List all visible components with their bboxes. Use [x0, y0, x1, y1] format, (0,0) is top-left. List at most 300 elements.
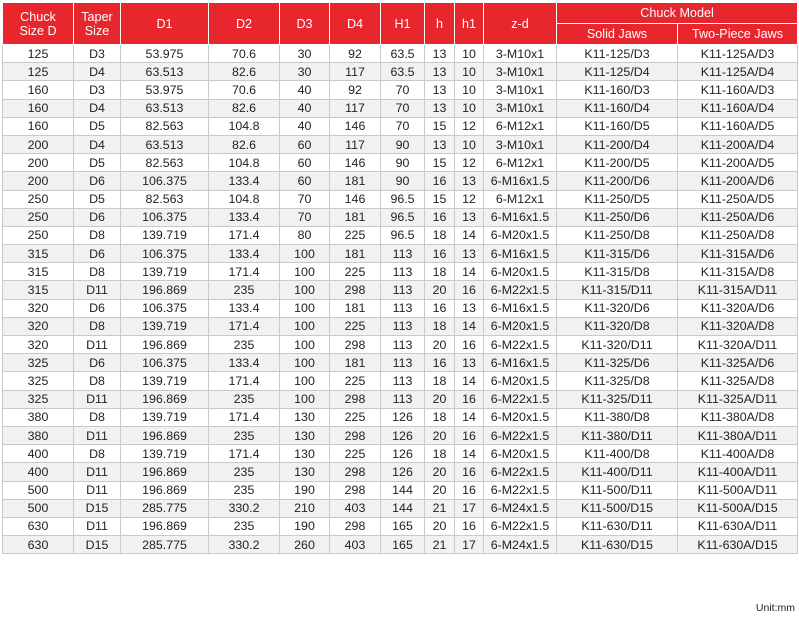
col-solid-jaws: Solid Jaws — [557, 24, 678, 45]
cell-h1-upper: 113 — [381, 299, 425, 317]
unit-note: Unit:mm — [755, 602, 795, 614]
cell-d3: 40 — [280, 117, 330, 135]
cell-d3: 70 — [280, 190, 330, 208]
cell-h: 20 — [425, 463, 455, 481]
cell-d1: 139.719 — [121, 372, 209, 390]
table-row — [3, 154, 798, 172]
cell-h1: 13 — [455, 172, 484, 190]
cell-two-piece-jaws-model: K11-315A/D11 — [678, 281, 798, 299]
cell-h: 15 — [425, 117, 455, 135]
cell-z-d: 6-M16x1.5 — [484, 208, 557, 226]
cell-z-d: 6-M16x1.5 — [484, 354, 557, 372]
cell-d3: 260 — [280, 536, 330, 554]
cell-two-piece-jaws-model: K11-325A/D8 — [678, 372, 798, 390]
table-row — [3, 336, 798, 354]
cell-d2: 171.4 — [209, 317, 280, 335]
cell-d4: 92 — [330, 45, 381, 63]
cell-chuck-size: 500 — [3, 499, 74, 517]
cell-d1: 196.869 — [121, 426, 209, 444]
cell-d1: 63.513 — [121, 135, 209, 153]
cell-chuck-size: 325 — [3, 354, 74, 372]
cell-d4: 146 — [330, 154, 381, 172]
cell-solid-jaws-model: K11-320/D8 — [557, 317, 678, 335]
cell-h1-upper: 126 — [381, 463, 425, 481]
table-row — [3, 281, 798, 299]
cell-taper-size: D15 — [74, 499, 121, 517]
cell-d2: 133.4 — [209, 299, 280, 317]
cell-h1: 14 — [455, 445, 484, 463]
cell-d4: 92 — [330, 81, 381, 99]
cell-d2: 133.4 — [209, 245, 280, 263]
cell-taper-size: D11 — [74, 390, 121, 408]
cell-h1-upper: 90 — [381, 154, 425, 172]
cell-d2: 235 — [209, 481, 280, 499]
cell-d2: 82.6 — [209, 99, 280, 117]
col-h: h — [425, 3, 455, 45]
cell-h1: 16 — [455, 517, 484, 535]
cell-taper-size: D8 — [74, 263, 121, 281]
cell-taper-size: D6 — [74, 208, 121, 226]
cell-chuck-size: 315 — [3, 245, 74, 263]
cell-h: 16 — [425, 299, 455, 317]
cell-solid-jaws-model: K11-125/D4 — [557, 63, 678, 81]
cell-d2: 235 — [209, 426, 280, 444]
cell-d1: 139.719 — [121, 226, 209, 244]
cell-taper-size: D8 — [74, 408, 121, 426]
cell-chuck-size: 320 — [3, 317, 74, 335]
cell-d1: 139.719 — [121, 263, 209, 281]
cell-chuck-size: 320 — [3, 336, 74, 354]
cell-h: 18 — [425, 408, 455, 426]
cell-d2: 330.2 — [209, 536, 280, 554]
cell-d2: 104.8 — [209, 154, 280, 172]
cell-h1-upper: 113 — [381, 336, 425, 354]
cell-h: 16 — [425, 208, 455, 226]
col-h1-upper: H1 — [381, 3, 425, 45]
cell-h: 18 — [425, 445, 455, 463]
cell-two-piece-jaws-model: K11-250A/D8 — [678, 226, 798, 244]
cell-d3: 40 — [280, 81, 330, 99]
cell-d4: 181 — [330, 172, 381, 190]
cell-z-d: 6-M22x1.5 — [484, 463, 557, 481]
cell-taper-size: D11 — [74, 281, 121, 299]
cell-h1: 14 — [455, 372, 484, 390]
cell-two-piece-jaws-model: K11-500A/D11 — [678, 481, 798, 499]
cell-d2: 235 — [209, 517, 280, 535]
table-row — [3, 190, 798, 208]
cell-d1: 196.869 — [121, 481, 209, 499]
cell-h1-upper: 144 — [381, 499, 425, 517]
cell-d2: 104.8 — [209, 117, 280, 135]
cell-h1-upper: 63.5 — [381, 63, 425, 81]
cell-chuck-size: 250 — [3, 208, 74, 226]
cell-taper-size: D5 — [74, 154, 121, 172]
cell-taper-size: D6 — [74, 245, 121, 263]
cell-two-piece-jaws-model: K11-380A/D11 — [678, 426, 798, 444]
cell-taper-size: D15 — [74, 536, 121, 554]
table-row — [3, 499, 798, 517]
cell-two-piece-jaws-model: K11-320A/D6 — [678, 299, 798, 317]
table-row — [3, 354, 798, 372]
cell-h: 21 — [425, 499, 455, 517]
table-row — [3, 536, 798, 554]
cell-h1: 14 — [455, 408, 484, 426]
cell-d4: 225 — [330, 408, 381, 426]
cell-d3: 130 — [280, 408, 330, 426]
cell-h: 20 — [425, 517, 455, 535]
cell-h: 18 — [425, 317, 455, 335]
cell-z-d: 6-M20x1.5 — [484, 408, 557, 426]
cell-d3: 130 — [280, 463, 330, 481]
cell-z-d: 6-M22x1.5 — [484, 426, 557, 444]
cell-d3: 190 — [280, 517, 330, 535]
cell-d1: 106.375 — [121, 354, 209, 372]
cell-z-d: 6-M16x1.5 — [484, 245, 557, 263]
cell-two-piece-jaws-model: K11-315A/D6 — [678, 245, 798, 263]
cell-chuck-size: 125 — [3, 63, 74, 81]
chuck-spec-table — [2, 2, 798, 554]
cell-h: 20 — [425, 481, 455, 499]
cell-h1: 16 — [455, 426, 484, 444]
cell-two-piece-jaws-model: K11-250A/D6 — [678, 208, 798, 226]
cell-solid-jaws-model: K11-315/D6 — [557, 245, 678, 263]
cell-d3: 100 — [280, 281, 330, 299]
cell-chuck-size: 160 — [3, 81, 74, 99]
cell-d1: 139.719 — [121, 445, 209, 463]
cell-h1: 12 — [455, 154, 484, 172]
cell-solid-jaws-model: K11-320/D6 — [557, 299, 678, 317]
cell-taper-size: D5 — [74, 117, 121, 135]
cell-h: 15 — [425, 190, 455, 208]
cell-solid-jaws-model: K11-500/D15 — [557, 499, 678, 517]
cell-d4: 225 — [330, 226, 381, 244]
cell-d1: 106.375 — [121, 172, 209, 190]
cell-two-piece-jaws-model: K11-320A/D11 — [678, 336, 798, 354]
cell-h: 16 — [425, 245, 455, 263]
cell-taper-size: D11 — [74, 517, 121, 535]
table-row — [3, 81, 798, 99]
cell-d3: 60 — [280, 154, 330, 172]
cell-z-d: 6-M12x1 — [484, 117, 557, 135]
cell-solid-jaws-model: K11-380/D11 — [557, 426, 678, 444]
cell-h1-upper: 165 — [381, 536, 425, 554]
cell-h: 20 — [425, 390, 455, 408]
cell-two-piece-jaws-model: K11-125A/D4 — [678, 63, 798, 81]
cell-taper-size: D4 — [74, 99, 121, 117]
cell-d3: 100 — [280, 336, 330, 354]
cell-h1-upper: 90 — [381, 172, 425, 190]
cell-taper-size: D4 — [74, 135, 121, 153]
cell-d3: 60 — [280, 172, 330, 190]
cell-two-piece-jaws-model: K11-320A/D8 — [678, 317, 798, 335]
cell-z-d: 6-M24x1.5 — [484, 499, 557, 517]
cell-solid-jaws-model: K11-320/D11 — [557, 336, 678, 354]
cell-h1: 16 — [455, 390, 484, 408]
cell-h1: 10 — [455, 135, 484, 153]
cell-d3: 70 — [280, 208, 330, 226]
cell-d1: 63.513 — [121, 63, 209, 81]
col-zd: z-d — [484, 3, 557, 45]
cell-two-piece-jaws-model: K11-325A/D6 — [678, 354, 798, 372]
cell-d2: 171.4 — [209, 226, 280, 244]
cell-h1: 12 — [455, 190, 484, 208]
cell-d1: 106.375 — [121, 245, 209, 263]
cell-h1: 13 — [455, 245, 484, 263]
cell-d2: 133.4 — [209, 172, 280, 190]
cell-taper-size: D4 — [74, 63, 121, 81]
cell-taper-size: D8 — [74, 372, 121, 390]
cell-taper-size: D6 — [74, 354, 121, 372]
cell-d3: 100 — [280, 372, 330, 390]
table-row — [3, 445, 798, 463]
cell-taper-size: D5 — [74, 190, 121, 208]
cell-d1: 82.563 — [121, 154, 209, 172]
cell-z-d: 6-M12x1 — [484, 190, 557, 208]
cell-h1-upper: 70 — [381, 99, 425, 117]
col-taper-size-label: Taper Size — [81, 9, 113, 38]
cell-taper-size: D3 — [74, 45, 121, 63]
table-row — [3, 426, 798, 444]
cell-d3: 210 — [280, 499, 330, 517]
cell-h: 13 — [425, 63, 455, 81]
cell-chuck-size: 630 — [3, 517, 74, 535]
cell-d1: 196.869 — [121, 281, 209, 299]
cell-d2: 133.4 — [209, 208, 280, 226]
cell-solid-jaws-model: K11-315/D8 — [557, 263, 678, 281]
cell-z-d: 6-M12x1 — [484, 154, 557, 172]
cell-d2: 82.6 — [209, 135, 280, 153]
cell-d4: 181 — [330, 354, 381, 372]
cell-d1: 82.563 — [121, 190, 209, 208]
col-chuck-size — [3, 3, 74, 45]
cell-z-d: 3-M10x1 — [484, 45, 557, 63]
cell-solid-jaws-model: K11-250/D5 — [557, 190, 678, 208]
col-two-piece-jaws: Two-Piece Jaws — [678, 24, 798, 45]
table-row — [3, 481, 798, 499]
cell-h1: 16 — [455, 281, 484, 299]
cell-solid-jaws-model: K11-325/D11 — [557, 390, 678, 408]
cell-d2: 330.2 — [209, 499, 280, 517]
cell-h: 16 — [425, 172, 455, 190]
cell-d4: 225 — [330, 445, 381, 463]
cell-two-piece-jaws-model: K11-160A/D3 — [678, 81, 798, 99]
cell-h1-upper: 144 — [381, 481, 425, 499]
cell-chuck-size: 200 — [3, 135, 74, 153]
cell-taper-size: D6 — [74, 299, 121, 317]
cell-d1: 139.719 — [121, 317, 209, 335]
table-row — [3, 390, 798, 408]
cell-d2: 133.4 — [209, 354, 280, 372]
cell-d4: 146 — [330, 190, 381, 208]
cell-solid-jaws-model: K11-200/D4 — [557, 135, 678, 153]
cell-solid-jaws-model: K11-325/D6 — [557, 354, 678, 372]
cell-two-piece-jaws-model: K11-325A/D11 — [678, 390, 798, 408]
cell-h1-upper: 113 — [381, 263, 425, 281]
cell-d4: 181 — [330, 245, 381, 263]
cell-d2: 70.6 — [209, 81, 280, 99]
table-row — [3, 226, 798, 244]
cell-chuck-size: 400 — [3, 463, 74, 481]
cell-two-piece-jaws-model: K11-400A/D8 — [678, 445, 798, 463]
cell-d1: 82.563 — [121, 117, 209, 135]
cell-solid-jaws-model: K11-160/D5 — [557, 117, 678, 135]
cell-d4: 117 — [330, 99, 381, 117]
cell-d1: 196.869 — [121, 390, 209, 408]
cell-d4: 298 — [330, 463, 381, 481]
cell-two-piece-jaws-model: K11-630A/D11 — [678, 517, 798, 535]
cell-solid-jaws-model: K11-630/D11 — [557, 517, 678, 535]
cell-d4: 181 — [330, 208, 381, 226]
table-row — [3, 245, 798, 263]
cell-d2: 235 — [209, 281, 280, 299]
col-d4: D4 — [330, 3, 381, 45]
cell-h: 18 — [425, 372, 455, 390]
cell-z-d: 6-M22x1.5 — [484, 336, 557, 354]
cell-h: 20 — [425, 426, 455, 444]
cell-d4: 225 — [330, 372, 381, 390]
cell-d4: 298 — [330, 517, 381, 535]
cell-z-d: 3-M10x1 — [484, 63, 557, 81]
cell-h1: 16 — [455, 463, 484, 481]
cell-taper-size: D11 — [74, 426, 121, 444]
cell-taper-size: D3 — [74, 81, 121, 99]
table-row — [3, 63, 798, 81]
cell-d4: 403 — [330, 499, 381, 517]
cell-solid-jaws-model: K11-160/D4 — [557, 99, 678, 117]
cell-h: 18 — [425, 263, 455, 281]
cell-h: 21 — [425, 536, 455, 554]
cell-solid-jaws-model: K11-315/D11 — [557, 281, 678, 299]
cell-d4: 225 — [330, 317, 381, 335]
cell-taper-size: D8 — [74, 317, 121, 335]
cell-h1-upper: 113 — [381, 354, 425, 372]
cell-d1: 53.975 — [121, 81, 209, 99]
cell-d4: 298 — [330, 336, 381, 354]
cell-two-piece-jaws-model: K11-200A/D5 — [678, 154, 798, 172]
cell-chuck-size: 380 — [3, 408, 74, 426]
cell-h: 20 — [425, 281, 455, 299]
cell-solid-jaws-model: K11-250/D8 — [557, 226, 678, 244]
cell-chuck-size: 325 — [3, 372, 74, 390]
cell-d1: 63.513 — [121, 99, 209, 117]
cell-d2: 104.8 — [209, 190, 280, 208]
cell-z-d: 6-M16x1.5 — [484, 299, 557, 317]
col-d1: D1 — [121, 3, 209, 45]
cell-d1: 106.375 — [121, 208, 209, 226]
cell-d4: 403 — [330, 536, 381, 554]
cell-taper-size: D11 — [74, 463, 121, 481]
table-row — [3, 463, 798, 481]
cell-chuck-size: 325 — [3, 390, 74, 408]
cell-d3: 100 — [280, 263, 330, 281]
cell-two-piece-jaws-model: K11-315A/D8 — [678, 263, 798, 281]
cell-h1-upper: 126 — [381, 445, 425, 463]
cell-d2: 171.4 — [209, 263, 280, 281]
cell-two-piece-jaws-model: K11-380A/D8 — [678, 408, 798, 426]
cell-chuck-size: 200 — [3, 154, 74, 172]
table-row — [3, 408, 798, 426]
cell-d3: 100 — [280, 299, 330, 317]
cell-z-d: 6-M20x1.5 — [484, 372, 557, 390]
cell-d3: 100 — [280, 354, 330, 372]
table-row — [3, 117, 798, 135]
cell-d4: 298 — [330, 390, 381, 408]
cell-h: 13 — [425, 45, 455, 63]
cell-d2: 235 — [209, 390, 280, 408]
cell-d1: 196.869 — [121, 463, 209, 481]
cell-d3: 40 — [280, 99, 330, 117]
cell-h1-upper: 90 — [381, 135, 425, 153]
cell-solid-jaws-model: K11-200/D5 — [557, 154, 678, 172]
cell-solid-jaws-model: K11-380/D8 — [557, 408, 678, 426]
cell-d2: 235 — [209, 336, 280, 354]
cell-h1: 14 — [455, 317, 484, 335]
cell-two-piece-jaws-model: K11-160A/D4 — [678, 99, 798, 117]
cell-two-piece-jaws-model: K11-200A/D4 — [678, 135, 798, 153]
cell-z-d: 6-M24x1.5 — [484, 536, 557, 554]
cell-d3: 80 — [280, 226, 330, 244]
cell-solid-jaws-model: K11-125/D3 — [557, 45, 678, 63]
cell-taper-size: D6 — [74, 172, 121, 190]
cell-z-d: 6-M22x1.5 — [484, 481, 557, 499]
table-row — [3, 299, 798, 317]
cell-h1: 17 — [455, 536, 484, 554]
cell-h1: 14 — [455, 226, 484, 244]
table-row — [3, 45, 798, 63]
cell-h1-upper: 96.5 — [381, 208, 425, 226]
cell-z-d: 3-M10x1 — [484, 135, 557, 153]
table-row — [3, 208, 798, 226]
cell-h1: 16 — [455, 481, 484, 499]
cell-h: 15 — [425, 154, 455, 172]
cell-two-piece-jaws-model: K11-400A/D11 — [678, 463, 798, 481]
cell-h1: 17 — [455, 499, 484, 517]
cell-h1-upper: 96.5 — [381, 226, 425, 244]
table-row — [3, 317, 798, 335]
cell-two-piece-jaws-model: K11-250A/D5 — [678, 190, 798, 208]
cell-z-d: 6-M22x1.5 — [484, 281, 557, 299]
cell-d3: 130 — [280, 426, 330, 444]
cell-h1-upper: 113 — [381, 372, 425, 390]
table-body — [3, 45, 798, 554]
cell-taper-size: D8 — [74, 445, 121, 463]
cell-two-piece-jaws-model: K11-200A/D6 — [678, 172, 798, 190]
table-header — [3, 3, 798, 45]
cell-h1-upper: 70 — [381, 81, 425, 99]
cell-h: 13 — [425, 81, 455, 99]
cell-d4: 225 — [330, 263, 381, 281]
cell-d2: 70.6 — [209, 45, 280, 63]
cell-solid-jaws-model: K11-200/D6 — [557, 172, 678, 190]
table-row — [3, 99, 798, 117]
cell-z-d: 3-M10x1 — [484, 99, 557, 117]
cell-d2: 171.4 — [209, 445, 280, 463]
cell-solid-jaws-model: K11-500/D11 — [557, 481, 678, 499]
cell-d1: 285.775 — [121, 499, 209, 517]
cell-solid-jaws-model: K11-250/D6 — [557, 208, 678, 226]
cell-z-d: 6-M22x1.5 — [484, 517, 557, 535]
cell-chuck-size: 500 — [3, 481, 74, 499]
cell-z-d: 6-M20x1.5 — [484, 263, 557, 281]
cell-z-d: 6-M20x1.5 — [484, 445, 557, 463]
cell-chuck-size: 630 — [3, 536, 74, 554]
cell-h1-upper: 126 — [381, 426, 425, 444]
cell-d3: 60 — [280, 135, 330, 153]
cell-h: 13 — [425, 99, 455, 117]
cell-h1: 10 — [455, 81, 484, 99]
cell-d4: 298 — [330, 481, 381, 499]
cell-chuck-size: 160 — [3, 117, 74, 135]
